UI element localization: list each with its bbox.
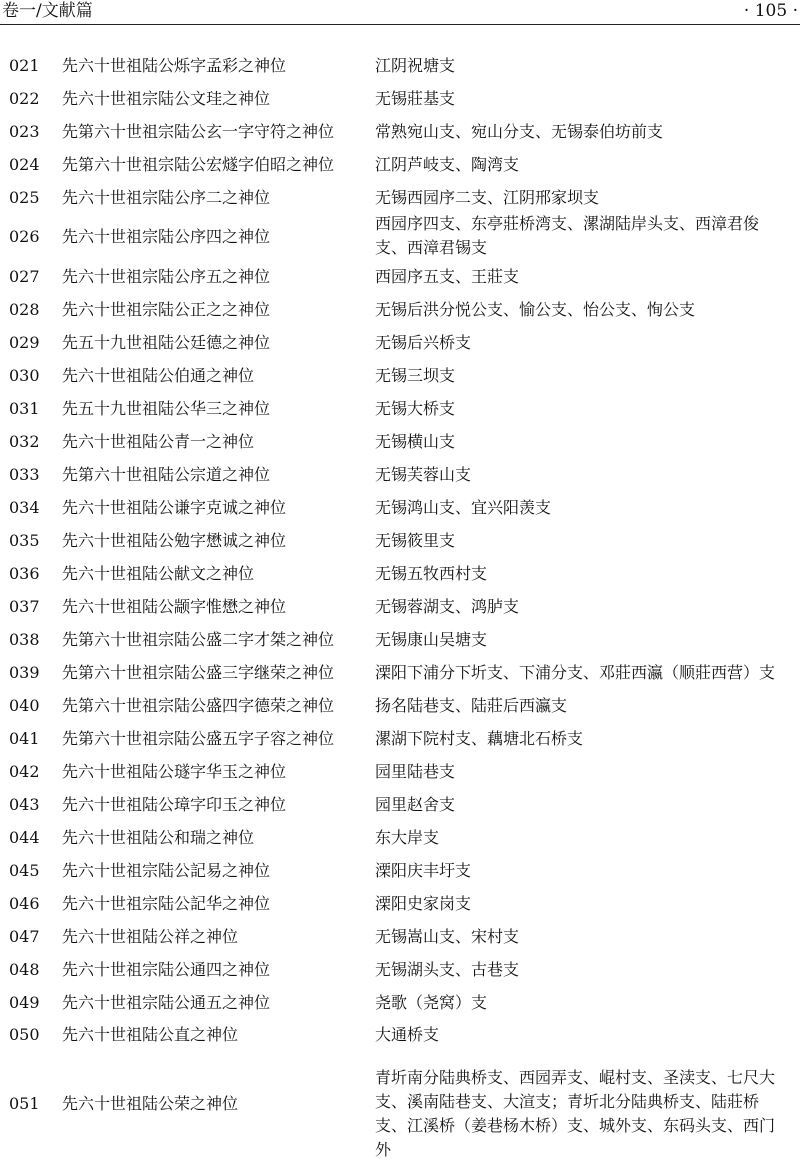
row-number: 030 (9, 366, 40, 385)
tablet-name: 先五十九世祖陆公华三之神位 (62, 399, 271, 418)
row-number: 023 (9, 122, 40, 141)
tablet-name: 先六十世祖陆公烁字孟彩之神位 (62, 56, 287, 75)
branch-list: 园里赵舍支 (375, 795, 456, 814)
branch-list: 无锡芙蓉山支 (375, 465, 472, 484)
branch-list: 扬名陆巷支、陆莊后西瀛支 (375, 696, 568, 715)
branch-list: 无锡鸿山支、宜兴阳羡支 (375, 498, 552, 517)
branch-list: 无锡康山吴塘支 (375, 630, 488, 649)
row-number: 025 (9, 188, 40, 207)
row-number: 049 (9, 993, 40, 1012)
tablet-name: 先六十世祖宗陆公文珪之神位 (62, 89, 271, 108)
row-number: 026 (9, 227, 40, 246)
branch-list: 西园序四支、东亭莊桥湾支、漯湖陆岸头支、西漳君俊支、西漳君锡支 (375, 214, 760, 257)
row-number: 045 (9, 861, 40, 880)
row-number: 050 (9, 1025, 40, 1044)
table-row (0, 212, 800, 262)
tablet-name: 先六十世祖陆公璲字华玉之神位 (62, 762, 287, 781)
branch-list: 无锡西园序二支、江阴邢家坝支 (375, 188, 600, 207)
row-number: 046 (9, 894, 40, 913)
row-number: 027 (9, 267, 40, 286)
row-number: 042 (9, 762, 40, 781)
tablet-name: 先六十世祖陆公直之神位 (62, 1025, 239, 1044)
row-number: 037 (9, 597, 40, 616)
tablet-name: 先六十世祖宗陆公正之之神位 (62, 300, 271, 319)
tablet-name: 先第六十世祖宗陆公玄一字守符之神位 (62, 122, 335, 141)
tablet-name: 先六十世祖宗陆公通五之神位 (62, 993, 271, 1012)
tablet-name: 先六十世祖陆公荣之神位 (62, 1094, 239, 1113)
row-number: 021 (9, 56, 40, 75)
branch-list: 溧阳史家岗支 (375, 894, 472, 913)
row-number: 032 (9, 432, 40, 451)
branch-list: 青圻南分陆典桥支、西园弄支、崐村支、圣渎支、七尺大支、溪南陆巷支、大渲支；青圻北分陆典桥支、陆莊桥支、江溪桥（姜巷杨木桥）支、城外支、东码头支、西门外 (375, 1068, 776, 1159)
tablet-name: 先六十世祖宗陆公記易之神位 (62, 861, 271, 880)
tablet-name: 先第六十世祖陆公宗道之神位 (62, 465, 271, 484)
branch-list: 常熟宛山支、宛山分支、无锡泰伯坊前支 (375, 122, 664, 141)
branch-list: 溧阳庆丰圩支 (375, 861, 472, 880)
tablet-name: 先六十世祖陆公青一之神位 (62, 432, 255, 451)
branch-list: 西园序五支、王莊支 (375, 267, 520, 286)
row-number: 022 (9, 89, 40, 108)
branch-list: 无锡筱里支 (375, 531, 456, 550)
row-number: 036 (9, 564, 40, 583)
tablet-name: 先六十世祖陆公颛字惟懋之神位 (62, 597, 287, 616)
row-number: 043 (9, 795, 40, 814)
branch-list: 园里陆巷支 (375, 762, 456, 781)
branch-list: 无锡后洪分悦公支、愉公支、怡公支、恂公支 (375, 300, 696, 319)
tablet-name: 先六十世祖陆公和瑞之神位 (62, 828, 255, 847)
branch-list: 江阴芦岐支、陶湾支 (375, 155, 520, 174)
tablet-name: 先六十世祖陆公璋字印玉之神位 (62, 795, 287, 814)
tablet-name: 先第六十世祖宗陆公盛二字才桀之神位 (62, 630, 335, 649)
tablet-name: 先第六十世祖宗陆公盛五字子容之神位 (62, 729, 335, 748)
row-number: 048 (9, 960, 40, 979)
row-number: 040 (9, 696, 40, 715)
branch-list: 无锡横山支 (375, 432, 456, 451)
row-number: 039 (9, 663, 40, 682)
branch-list: 无锡莊基支 (375, 89, 456, 108)
row-number: 024 (9, 155, 40, 174)
tablet-name: 先六十世祖宗陆公記华之神位 (62, 894, 271, 913)
branch-list: 无锡三坝支 (375, 366, 456, 385)
row-number: 051 (9, 1094, 40, 1113)
header-section-title: 卷一/文献篇 (2, 1, 93, 21)
branch-list: 无锡湖头支、古巷支 (375, 960, 520, 979)
branch-list: 江阴祝塘支 (375, 56, 456, 75)
tablet-name: 先六十世祖陆公勉字懋诚之神位 (62, 531, 287, 550)
branch-list: 漯湖下院村支、藕塘北石桥支 (375, 729, 584, 748)
branch-list: 无锡五牧西村支 (375, 564, 488, 583)
branch-list: 无锡后兴桥支 (375, 333, 472, 352)
tablet-name: 先六十世祖陆公谦字克诚之神位 (62, 498, 287, 517)
tablet-name: 先六十世祖宗陆公序五之神位 (62, 267, 271, 286)
running-header (0, 0, 800, 25)
tablet-name: 先第六十世祖宗陆公盛三字继荣之神位 (62, 663, 335, 682)
row-number: 038 (9, 630, 40, 649)
branch-list: 溧阳下浦分下圻支、下浦分支、邓莊西瀛（顺莊西营）支 (375, 663, 776, 682)
tablet-name: 先五十九世祖陆公廷德之神位 (62, 333, 271, 352)
row-number: 031 (9, 399, 40, 418)
table-row (0, 1066, 800, 1159)
row-number: 041 (9, 729, 40, 748)
tablet-name: 先六十世祖陆公祥之神位 (62, 927, 239, 946)
row-number: 044 (9, 828, 40, 847)
branch-list: 大通桥支 (375, 1025, 440, 1044)
row-number: 033 (9, 465, 40, 484)
branch-list: 尧歌（尧窝）支 (375, 993, 488, 1012)
tablet-name: 先六十世祖宗陆公序四之神位 (62, 227, 271, 246)
row-number: 047 (9, 927, 40, 946)
row-number: 029 (9, 333, 40, 352)
branch-list: 无锡蓉湖支、鸿胪支 (375, 597, 520, 616)
tablet-name: 先第六十世祖宗陆公盛四字德荣之神位 (62, 696, 335, 715)
page-number: · 105 · (743, 1, 798, 21)
row-number: 034 (9, 498, 40, 517)
tablet-name: 先第六十世祖宗陆公宏燧字伯昭之神位 (62, 155, 335, 174)
branch-list: 东大岸支 (375, 828, 440, 847)
branch-list: 无锡大桥支 (375, 399, 456, 418)
branch-list: 无锡嵩山支、宋村支 (375, 927, 520, 946)
row-number: 035 (9, 531, 40, 550)
tablet-name: 先六十世祖陆公献文之神位 (62, 564, 255, 583)
tablet-name: 先六十世祖陆公伯通之神位 (62, 366, 255, 385)
tablet-name: 先六十世祖宗陆公通四之神位 (62, 960, 271, 979)
tablet-name: 先六十世祖宗陆公序二之神位 (62, 188, 271, 207)
row-number: 028 (9, 300, 40, 319)
